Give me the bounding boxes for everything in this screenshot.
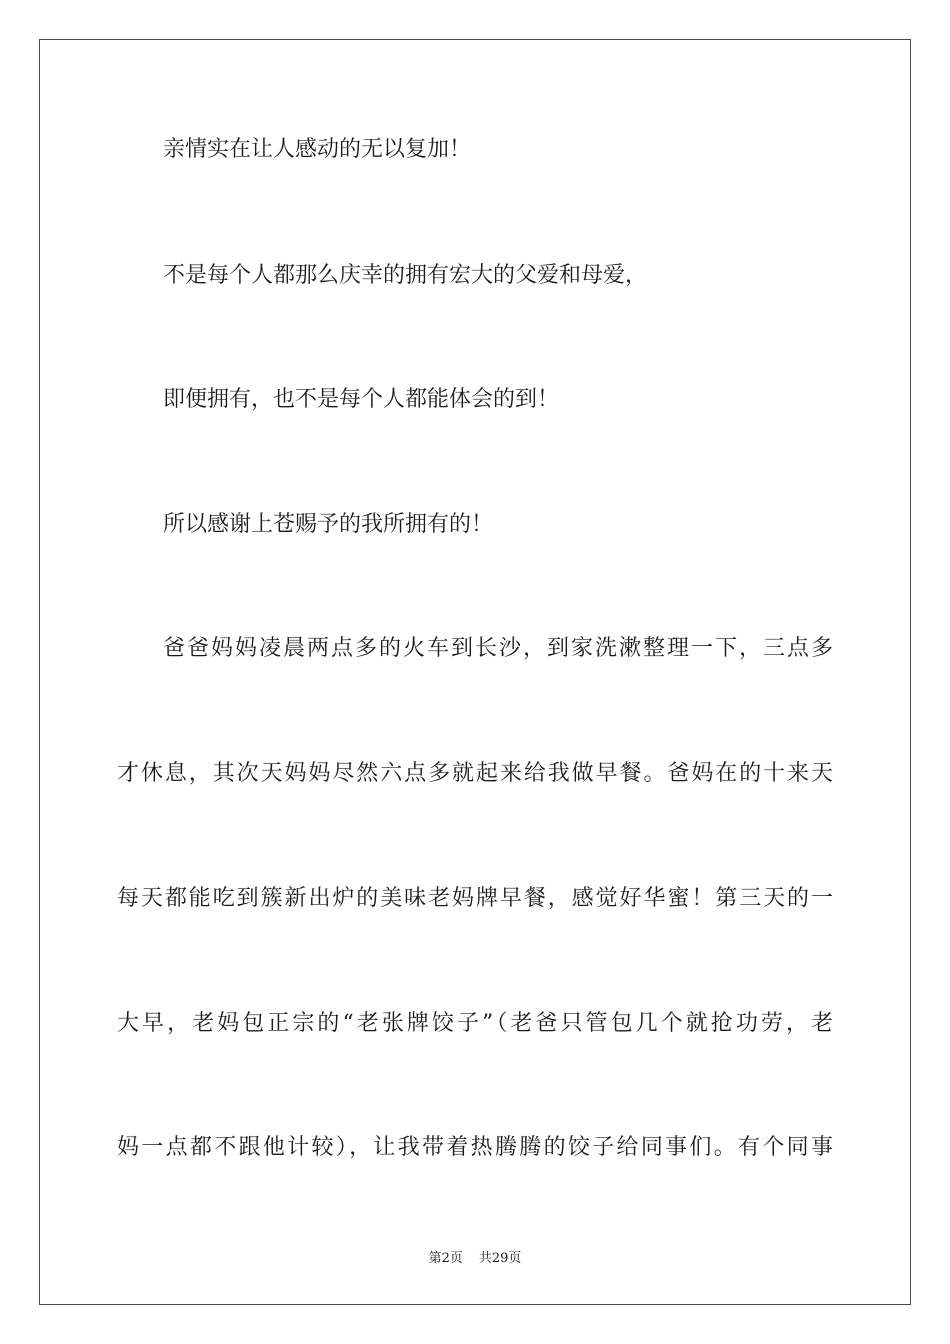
paragraph-line: 亲情实在让人感动的无以复加！: [163, 137, 472, 162]
paragraph-line: 妈一点都不跟他计较），让我带着热腾腾的饺子给同事们。有个同事: [117, 1135, 833, 1160]
paragraph-line: 才休息，其次天妈妈尽然六点多就起来给我做早餐。爸妈在的十来天: [117, 761, 833, 786]
page-number: 第2页: [428, 1251, 463, 1266]
paragraph-line: 大早，老妈包正宗的“老张牌饺子”（老爸只管包几个就抢功劳，老: [117, 1011, 833, 1036]
page-footer: [0, 1247, 950, 1266]
page-frame: [39, 39, 911, 1305]
paragraph-line: 所以感谢上苍赐予的我所拥有的！: [163, 512, 494, 537]
paragraph-line: 每天都能吃到簇新出炉的美味老妈牌早餐，感觉好华蜜！第三天的一: [117, 886, 833, 911]
paragraph-line: 不是每个人都那么庆幸的拥有宏大的父爱和母爱，: [163, 263, 648, 288]
paragraph-line: 爸爸妈妈凌晨两点多的火车到长沙，到家洗漱整理一下，三点多: [163, 636, 833, 661]
page-total: 共29页: [478, 1251, 522, 1266]
paragraph-line: 即便拥有，也不是每个人都能体会的到！: [163, 387, 560, 412]
